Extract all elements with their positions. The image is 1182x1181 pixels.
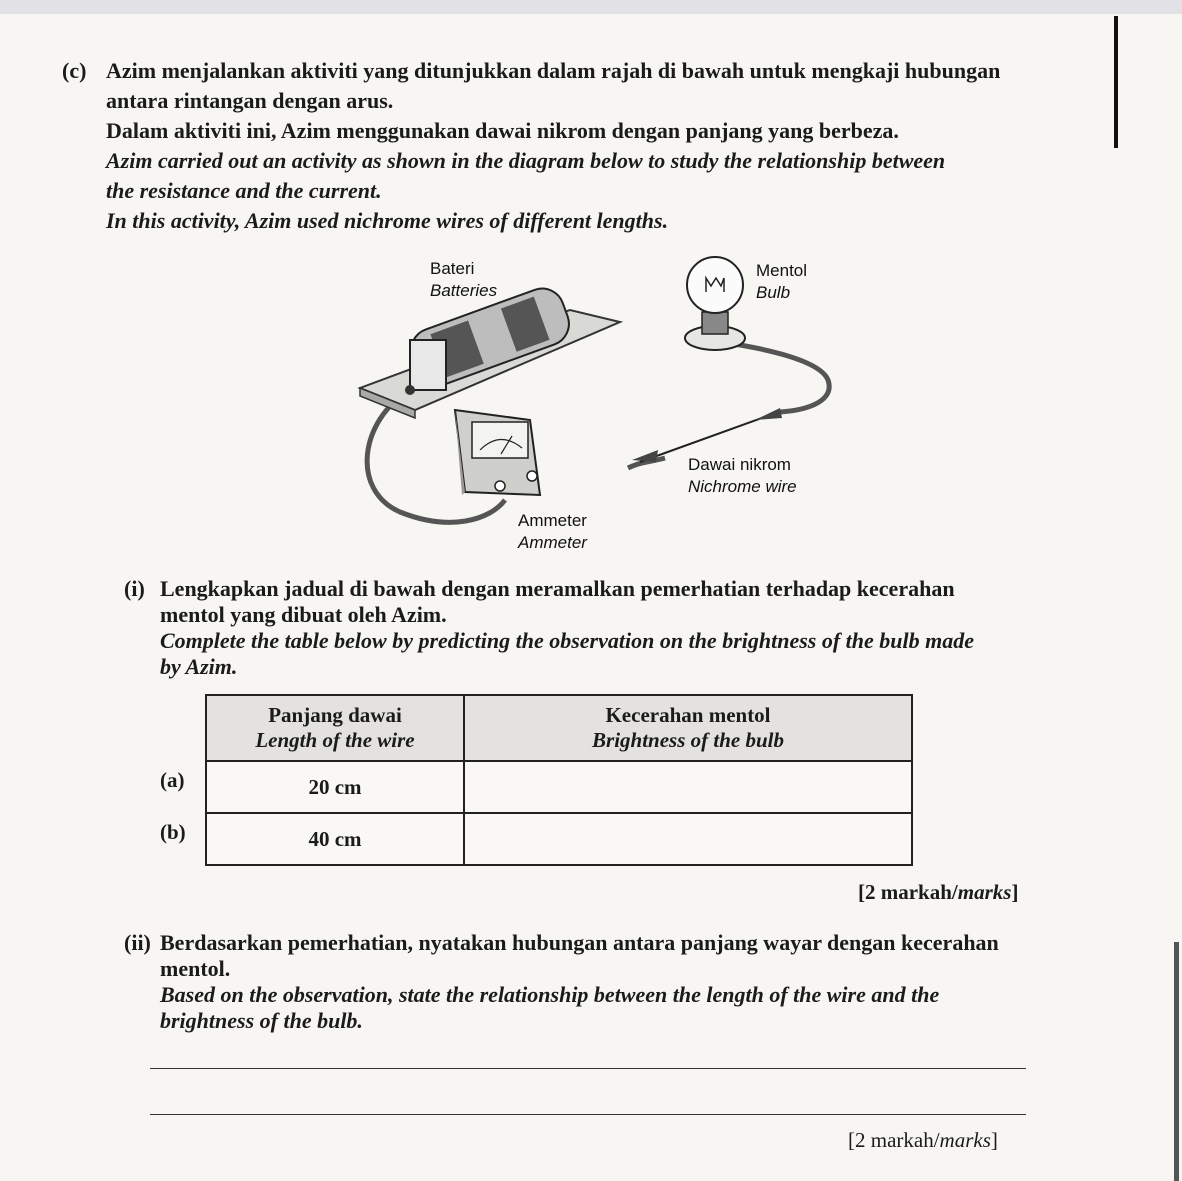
part-i-line-2: mentol yang dibuat oleh Azim.: [160, 602, 447, 627]
battery-label: Bateri Batteries: [430, 259, 498, 300]
question-ms-line-1: Azim menjalankan aktiviti yang ditunjukkan dalam rajah di bawah untuk mengkaji hubungan: [106, 58, 1001, 83]
answer-line-2[interactable]: [150, 1114, 1026, 1115]
scrollbar[interactable]: [1174, 942, 1179, 1181]
table-header-row: [206, 695, 912, 761]
question-ms-line-2: antara rintangan dengan arus.: [106, 88, 394, 113]
page-edge-mark: [1114, 16, 1118, 148]
row-label-a: (a): [160, 768, 185, 792]
bulb: [685, 257, 745, 350]
question-label: (c): [62, 58, 87, 83]
answer-line-1[interactable]: [150, 1068, 1026, 1069]
table-row: [206, 813, 912, 865]
circuit-diagram: [340, 250, 860, 560]
part-ii-line-3: Based on the observation, state the relationship between the length of the wire and the: [160, 982, 940, 1007]
length-cell: 20 cm: [206, 761, 464, 813]
question-en-line-3: In this activity, Azim used nichrome wires of different lengths.: [106, 208, 669, 233]
crocodile-clip-right: [755, 408, 782, 420]
brightness-answer-cell[interactable]: [464, 813, 912, 865]
part-i-number: (i): [124, 576, 145, 601]
bulb-label: Mentol Bulb: [756, 261, 808, 302]
header-length: Panjang dawai Length of the wire: [206, 695, 464, 761]
part-ii-line-2: mentol.: [160, 956, 231, 981]
nichrome-wire-label: Dawai nikrom Nichrome wire: [688, 455, 797, 496]
crocodile-clip-left: [632, 450, 658, 462]
part-i-line-4: by Azim.: [160, 654, 238, 679]
part-i-line-1: Lengkapkan jadual di bawah dengan meramalkan pemerhatian terhadap kecerahan: [160, 576, 955, 601]
question-en-line-1: Azim carried out an activity as shown in the diagram below to study the relationship between: [106, 148, 946, 173]
brightness-answer-cell[interactable]: [464, 761, 912, 813]
question-en-line-2: the resistance and the current.: [106, 178, 382, 203]
top-edge: [0, 0, 1182, 14]
ammeter-label: Ammeter Ammeter: [518, 511, 587, 552]
part-ii-number: (ii): [124, 930, 151, 955]
part-i-line-3: Complete the table below by predicting the observation on the brightness of the bulb made: [160, 628, 974, 653]
part-ii-line-1: Berdasarkan pemerhatian, nyatakan hubungan antara panjang wayar dengan kecerahan: [160, 930, 999, 955]
part-ii-marks: [2 markah/marks]: [848, 1128, 998, 1152]
part-i-marks: [2 markah/marks]: [858, 880, 1019, 904]
part-ii-line-4: brightness of the bulb.: [160, 1008, 363, 1033]
table-row: [206, 761, 912, 813]
row-label-b: (b): [160, 820, 186, 844]
question-ms-line-3: Dalam aktiviti ini, Azim menggunakan dawai nikrom dengan panjang yang berbeza.: [106, 118, 899, 143]
length-cell: 40 cm: [206, 813, 464, 865]
header-brightness: Kecerahan mentol Brightness of the bulb: [464, 695, 912, 761]
observation-table: [205, 694, 913, 866]
ammeter: [455, 410, 540, 495]
